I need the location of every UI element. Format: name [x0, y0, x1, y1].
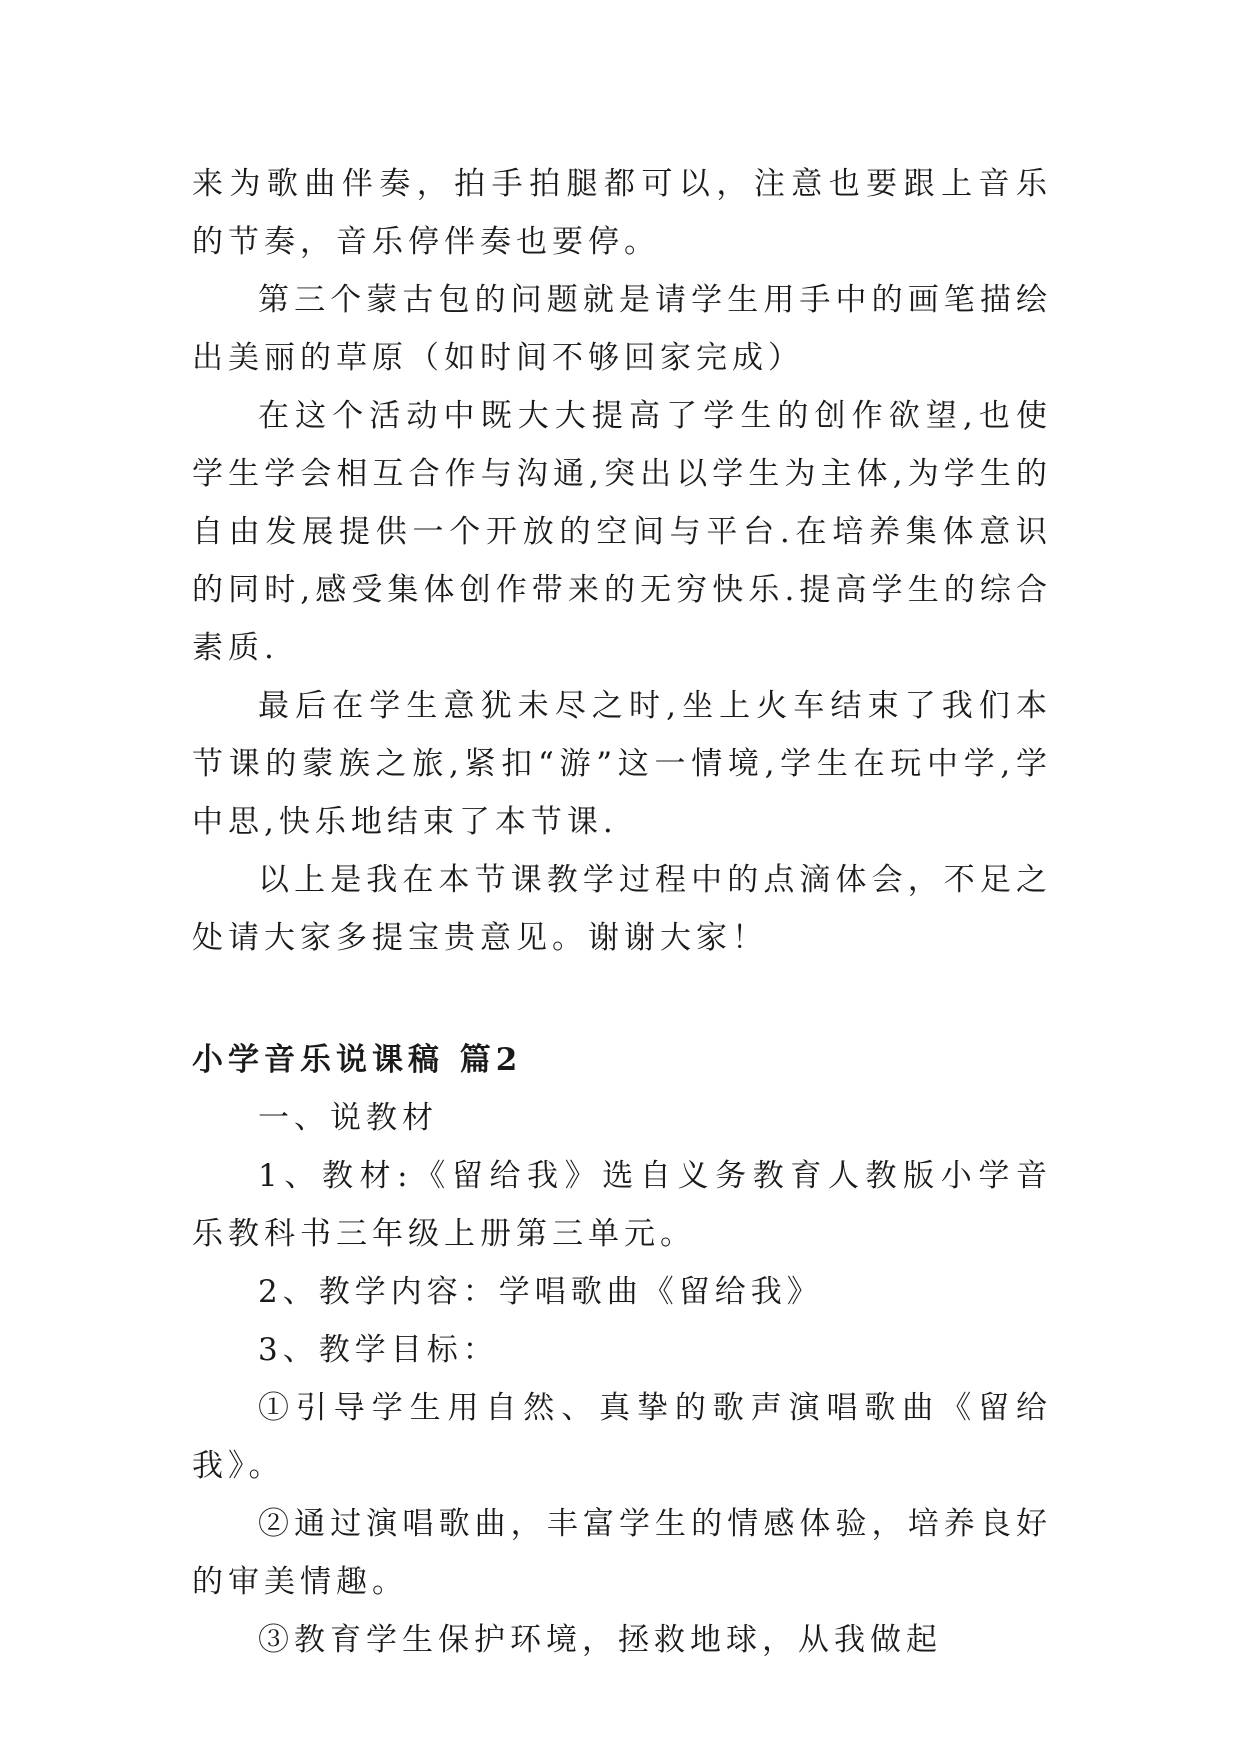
- paragraph-objective-2: ②通过演唱歌曲，丰富学生的情感体验，培养良好的审美情趣。: [192, 1506, 1052, 1600]
- paragraph-objective-3: ③教育学生保护环境，拯救地球，从我做起: [258, 1622, 942, 1658]
- paragraph-activity-benefits: 在这个活动中既大大提高了学生的创作欲望,也使学生学会相互合作与沟通,突出以学生为主体,为学生的自由发展提供一个开放的空间与平台.在培养集体意识的同时,感受集体创作带来的无穷快乐.提高学生的综合素质.: [192, 398, 1052, 666]
- paragraph-objective-1: ①引导学生用自然、真挚的歌声演唱歌曲《留给我》。: [192, 1390, 1052, 1484]
- paragraph-textbook-title: 一、说教材: [258, 1100, 438, 1136]
- document-body: [192, 155, 1052, 1669]
- paragraph-third-yurt: 第三个蒙古包的问题就是请学生用手中的画笔描绘出美丽的草原（如时间不够回家完成）: [192, 282, 1052, 376]
- paragraph-thanks: 以上是我在本节课教学过程中的点滴体会，不足之处请大家多提宝贵意见。谢谢大家！: [192, 862, 1052, 956]
- paragraph-content: 2、教学内容：学唱歌曲《留给我》: [258, 1274, 823, 1310]
- paragraph-accompaniment: 来为歌曲伴奏，拍手拍腿都可以，注意也要跟上音乐的节奏，音乐停伴奏也要停。: [192, 166, 1052, 260]
- paragraph-ending: 最后在学生意犹未尽之时,坐上火车结束了我们本节课的蒙族之旅,紧扣“游”这一情境,学生在玩中学,学中思,快乐地结束了本节课.: [192, 688, 1052, 840]
- paragraph-objectives-title: 3、教学目标：: [258, 1332, 499, 1368]
- section-heading: 小学音乐说课稿 篇2: [192, 1042, 523, 1078]
- paragraph-textbook: 1、教材:《留给我》选自义务教育人教版小学音乐教科书三年级上册第三单元。: [192, 1158, 1052, 1252]
